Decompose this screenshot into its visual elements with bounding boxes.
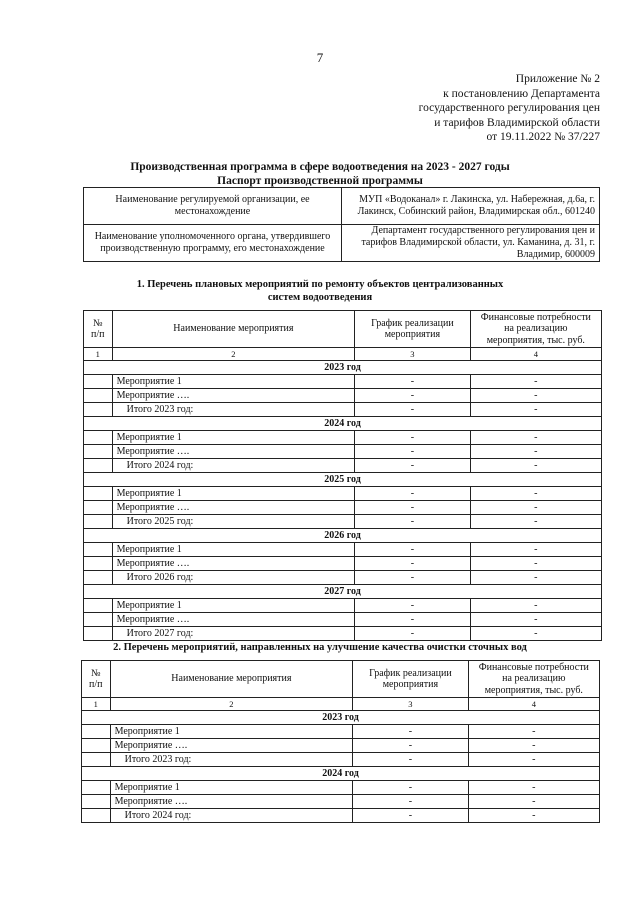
total-label: Итого 2024 год: bbox=[112, 459, 355, 473]
measure-name: Мероприятие 1 bbox=[112, 431, 355, 445]
header-row bbox=[84, 311, 602, 348]
table-row bbox=[84, 431, 602, 445]
section1-title-line: 1. Перечень плановых мероприятий по ремонту объектов централизованных bbox=[136, 279, 504, 290]
passport-auth-value: Департамент государственного регулирования цен и тарифов Владимирской области, ул. Каманина, д. 31, г. Владимир, 600009 bbox=[342, 225, 600, 262]
row-number bbox=[84, 445, 113, 459]
total-row bbox=[84, 459, 602, 473]
measure-finance: - bbox=[470, 557, 601, 571]
appendix-line: от 19.11.2022 № 37/227 bbox=[486, 131, 600, 143]
measure-finance: - bbox=[470, 431, 601, 445]
row-number bbox=[82, 781, 111, 795]
row-number bbox=[84, 375, 113, 389]
measure-finance: - bbox=[468, 795, 599, 809]
row-number bbox=[84, 403, 113, 417]
total-schedule: - bbox=[355, 403, 470, 417]
measure-schedule: - bbox=[353, 795, 468, 809]
column-index-row bbox=[82, 698, 600, 711]
measure-schedule: - bbox=[353, 725, 468, 739]
row-number bbox=[84, 627, 113, 641]
measure-finance: - bbox=[470, 487, 601, 501]
table-row bbox=[84, 445, 602, 459]
total-row bbox=[82, 753, 600, 767]
column-index: 4 bbox=[470, 348, 601, 361]
total-schedule: - bbox=[355, 459, 470, 473]
passport-table bbox=[83, 187, 600, 262]
total-label: Итого 2023 год: bbox=[112, 403, 355, 417]
column-index: 2 bbox=[112, 348, 355, 361]
header-finance: Финансовые потребности на реализацию мероприятия, тыс. руб. bbox=[468, 661, 599, 698]
measure-name: Мероприятие 1 bbox=[110, 725, 353, 739]
header-num: № п/п bbox=[82, 661, 111, 698]
measure-schedule: - bbox=[355, 557, 470, 571]
total-finance: - bbox=[468, 809, 599, 823]
measure-finance: - bbox=[470, 613, 601, 627]
appendix-line: к постановлению Департамента bbox=[443, 87, 600, 100]
measure-schedule: - bbox=[353, 781, 468, 795]
measure-name: Мероприятие …. bbox=[112, 557, 355, 571]
header-schedule: График реализации мероприятия bbox=[355, 311, 470, 348]
measure-finance: - bbox=[470, 375, 601, 389]
row-number bbox=[84, 599, 113, 613]
header-row bbox=[82, 661, 600, 698]
row-number bbox=[84, 613, 113, 627]
year-row bbox=[84, 361, 602, 375]
table-row bbox=[84, 557, 602, 571]
measure-name: Мероприятие 1 bbox=[112, 487, 355, 501]
year-row bbox=[84, 473, 602, 487]
column-index: 3 bbox=[355, 348, 470, 361]
measure-schedule: - bbox=[355, 445, 470, 459]
passport-row bbox=[84, 188, 600, 225]
measure-schedule: - bbox=[355, 487, 470, 501]
page-number: 7 bbox=[316, 50, 324, 65]
column-index-row bbox=[84, 348, 602, 361]
table-row bbox=[82, 739, 600, 753]
measure-finance: - bbox=[470, 501, 601, 515]
table-row bbox=[84, 375, 602, 389]
row-number bbox=[82, 809, 111, 823]
year-row bbox=[82, 711, 600, 725]
measure-schedule: - bbox=[355, 431, 470, 445]
year-label: 2024 год bbox=[84, 417, 602, 431]
title-line: Производственная программа в сфере водоотведения на 2023 - 2027 годы bbox=[130, 161, 510, 173]
year-row bbox=[84, 417, 602, 431]
row-number bbox=[84, 515, 113, 529]
passport-row bbox=[84, 225, 600, 262]
year-label: 2023 год bbox=[82, 711, 600, 725]
table-row bbox=[84, 389, 602, 403]
table-row bbox=[84, 543, 602, 557]
total-row bbox=[84, 627, 602, 641]
total-schedule: - bbox=[353, 809, 468, 823]
total-schedule: - bbox=[355, 515, 470, 529]
measure-finance: - bbox=[468, 781, 599, 795]
appendix-line: и тарифов Владимирской области bbox=[434, 116, 600, 129]
header-finance: Финансовые потребности на реализацию мероприятия, тыс. руб. bbox=[470, 311, 601, 348]
total-row bbox=[82, 809, 600, 823]
measure-name: Мероприятие …. bbox=[112, 613, 355, 627]
column-index: 2 bbox=[110, 698, 353, 711]
measure-schedule: - bbox=[355, 613, 470, 627]
row-number bbox=[84, 571, 113, 585]
measure-name: Мероприятие 1 bbox=[112, 599, 355, 613]
total-label: Итого 2026 год: bbox=[112, 571, 355, 585]
passport-auth-label: Наименование уполномоченного органа, утвердившего производственную программу, его местонахождение bbox=[84, 225, 342, 262]
year-row bbox=[84, 529, 602, 543]
total-label: Итого 2027 год: bbox=[112, 627, 355, 641]
year-row bbox=[84, 585, 602, 599]
section2-table bbox=[81, 660, 600, 823]
total-schedule: - bbox=[353, 753, 468, 767]
section1-title bbox=[0, 278, 640, 304]
row-number bbox=[84, 459, 113, 473]
measure-name: Мероприятие 1 bbox=[112, 375, 355, 389]
row-number bbox=[84, 431, 113, 445]
measure-name: Мероприятие 1 bbox=[112, 543, 355, 557]
row-number bbox=[84, 389, 113, 403]
total-schedule: - bbox=[355, 627, 470, 641]
appendix-line: государственного регулирования цен bbox=[418, 102, 600, 114]
measure-schedule: - bbox=[355, 543, 470, 557]
total-row bbox=[84, 403, 602, 417]
header-name: Наименование мероприятия bbox=[110, 661, 353, 698]
table-row bbox=[84, 501, 602, 515]
year-label: 2026 год bbox=[84, 529, 602, 543]
measure-name: Мероприятие …. bbox=[110, 739, 353, 753]
measure-finance: - bbox=[470, 599, 601, 613]
section2-title: 2. Перечень мероприятий, направленных на улучшение качества очистки сточных вод bbox=[113, 642, 527, 653]
row-number bbox=[84, 487, 113, 501]
measure-schedule: - bbox=[355, 501, 470, 515]
measure-finance: - bbox=[468, 739, 599, 753]
measure-name: Мероприятие …. bbox=[112, 501, 355, 515]
row-number bbox=[82, 753, 111, 767]
year-label: 2027 год bbox=[84, 585, 602, 599]
total-row bbox=[84, 515, 602, 529]
table-row bbox=[84, 613, 602, 627]
appendix-block bbox=[380, 72, 600, 145]
column-index: 3 bbox=[353, 698, 468, 711]
measure-schedule: - bbox=[355, 375, 470, 389]
header-num: № п/п bbox=[84, 311, 113, 348]
table-row bbox=[84, 599, 602, 613]
column-index: 4 bbox=[468, 698, 599, 711]
year-label: 2023 год bbox=[84, 361, 602, 375]
total-finance: - bbox=[468, 753, 599, 767]
table-row bbox=[82, 795, 600, 809]
total-label: Итого 2025 год: bbox=[112, 515, 355, 529]
column-index: 1 bbox=[82, 698, 111, 711]
year-label: 2025 год bbox=[84, 473, 602, 487]
section1-title-line: систем водоотведения bbox=[267, 292, 373, 303]
appendix-line: Приложение № 2 bbox=[515, 73, 600, 85]
row-number bbox=[82, 795, 111, 809]
total-finance: - bbox=[470, 515, 601, 529]
document-title bbox=[0, 160, 640, 188]
total-finance: - bbox=[470, 403, 601, 417]
total-label: Итого 2024 год: bbox=[110, 809, 353, 823]
column-index: 1 bbox=[84, 348, 113, 361]
total-finance: - bbox=[470, 459, 601, 473]
measure-name: Мероприятие 1 bbox=[110, 781, 353, 795]
passport-org-value: МУП «Водоканал» г. Лакинска, ул. Набережная, д.6а, г. Лакинск, Собинский район, Владимирская обл., 601240 bbox=[342, 188, 600, 225]
table-row bbox=[84, 487, 602, 501]
table-row bbox=[82, 781, 600, 795]
measure-schedule: - bbox=[353, 739, 468, 753]
measure-finance: - bbox=[468, 725, 599, 739]
measure-name: Мероприятие …. bbox=[110, 795, 353, 809]
measure-name: Мероприятие …. bbox=[112, 445, 355, 459]
measure-finance: - bbox=[470, 543, 601, 557]
measure-schedule: - bbox=[355, 389, 470, 403]
year-row bbox=[82, 767, 600, 781]
total-finance: - bbox=[470, 627, 601, 641]
year-label: 2024 год bbox=[82, 767, 600, 781]
row-number bbox=[84, 543, 113, 557]
total-finance: - bbox=[470, 571, 601, 585]
header-schedule: График реализации мероприятия bbox=[353, 661, 468, 698]
row-number bbox=[82, 725, 111, 739]
total-label: Итого 2023 год: bbox=[110, 753, 353, 767]
measure-finance: - bbox=[470, 389, 601, 403]
passport-org-label: Наименование регулируемой организации, ее местонахождение bbox=[84, 188, 342, 225]
subtitle-line: Паспорт производственной программы bbox=[217, 175, 423, 187]
measure-name: Мероприятие …. bbox=[112, 389, 355, 403]
row-number bbox=[84, 501, 113, 515]
total-schedule: - bbox=[355, 571, 470, 585]
row-number bbox=[84, 557, 113, 571]
section1-table bbox=[83, 310, 602, 641]
total-row bbox=[84, 571, 602, 585]
header-name: Наименование мероприятия bbox=[112, 311, 355, 348]
table-row bbox=[82, 725, 600, 739]
row-number bbox=[82, 739, 111, 753]
measure-finance: - bbox=[470, 445, 601, 459]
measure-schedule: - bbox=[355, 599, 470, 613]
